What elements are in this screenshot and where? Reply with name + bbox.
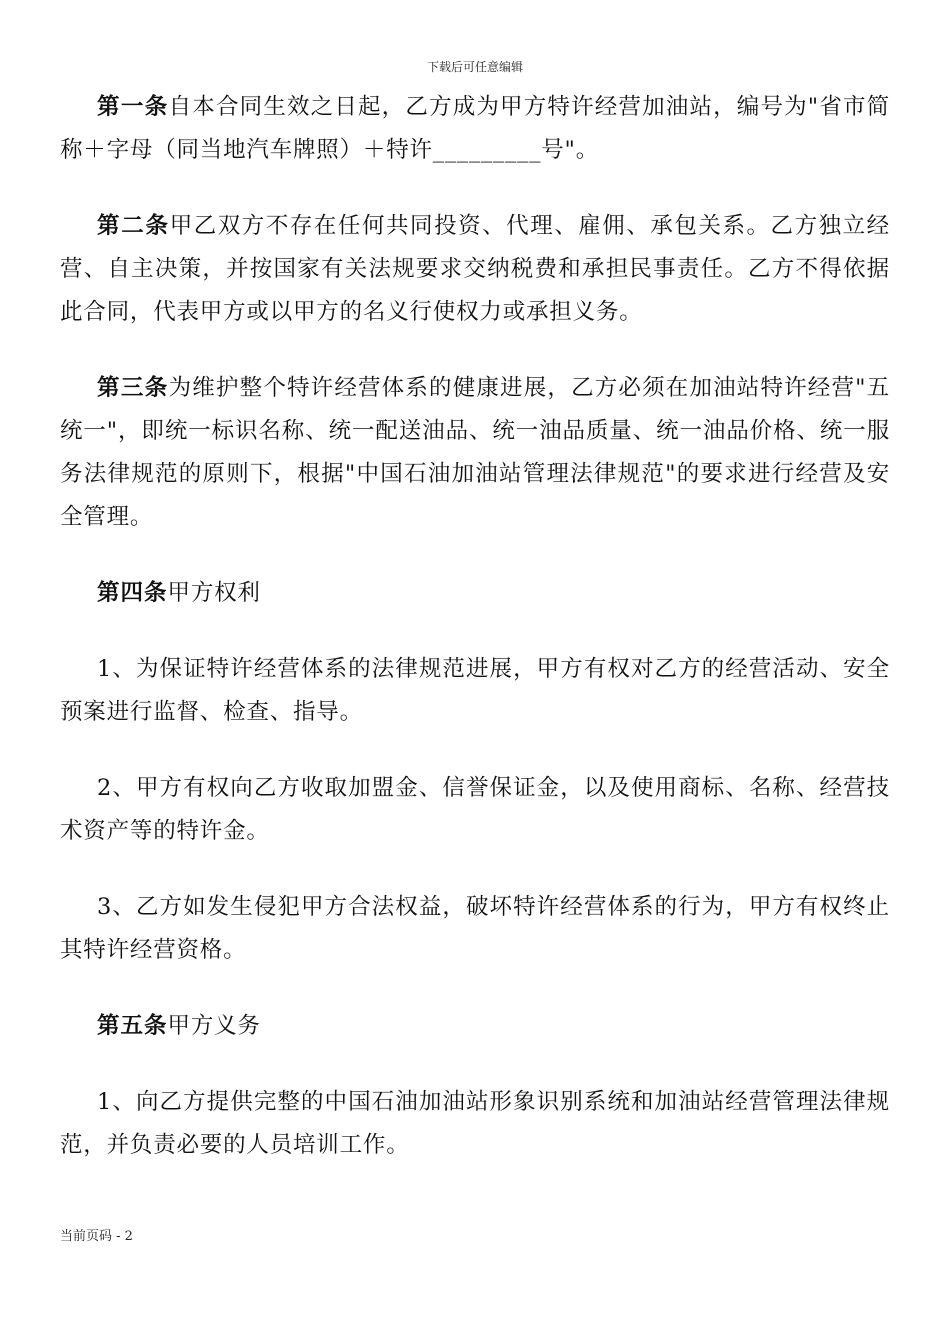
article-4 [60, 572, 890, 615]
article-4-title: 甲方权利 [167, 580, 261, 606]
article-4-clause-1 [60, 648, 890, 734]
article-5-heading: 第五条 [97, 1013, 168, 1039]
article-1 [60, 86, 890, 172]
clause-text: 1、为保证特许经营体系的法律规范进展，甲方有权对乙方的经营活动、安全预案进行监督、检查、指导。 [60, 656, 890, 725]
clause-text: 2、甲方有权向乙方收取加盟金、信誉保证金，以及使用商标、名称、经营技术资产等的特许金。 [60, 775, 890, 844]
article-5-title: 甲方义务 [167, 1013, 261, 1039]
article-1-heading: 第一条 [97, 94, 169, 120]
article-3 [60, 367, 890, 539]
article-2-heading: 第二条 [97, 213, 170, 239]
article-4-heading: 第四条 [97, 580, 168, 606]
article-3-heading: 第三条 [97, 375, 169, 401]
article-4-clause-2 [60, 767, 890, 853]
page-header: 下载后可任意编辑 [426, 60, 523, 74]
article-5 [60, 1005, 890, 1048]
article-5-clause-1 [60, 1081, 890, 1167]
article-2-text: 甲乙双方不存在任何共同投资、代理、雇佣、承包关系。乙方独立经营、自主决策，并按国家有关法规要求交纳税费和承担民事责任。乙方不得依据此合同，代表甲方或以甲方的名义行使权力或承担义务。 [60, 213, 890, 325]
article-4-clause-3 [60, 886, 890, 972]
article-3-text: 为维护整个特许经营体系的健康进展，乙方必须在加油站特许经营"五统一"，即统一标识名称、统一配送油品、统一油品质量、统一油品价格、统一服务法律规范的原则下，根据"中国石油加油站管理法律规范"的要求进行经营及安全管理。 [60, 375, 890, 530]
article-2 [60, 205, 890, 334]
document-body [60, 86, 890, 1167]
clause-text: 3、乙方如发生侵犯甲方合法权益，破坏特许经营体系的行为，甲方有权终止其特许经营资格。 [60, 894, 890, 963]
clause-text: 1、向乙方提供完整的中国石油加油站形象识别系统和加油站经营管理法律规范，并负责必要的人员培训工作。 [60, 1089, 890, 1158]
page-number: 当前页码 - 2 [60, 1229, 133, 1244]
article-1-text: 自本合同生效之日起，乙方成为甲方特许经营加油站，编号为"省市简称＋字母（同当地汽车牌照）＋特许_________号"。 [60, 94, 890, 163]
